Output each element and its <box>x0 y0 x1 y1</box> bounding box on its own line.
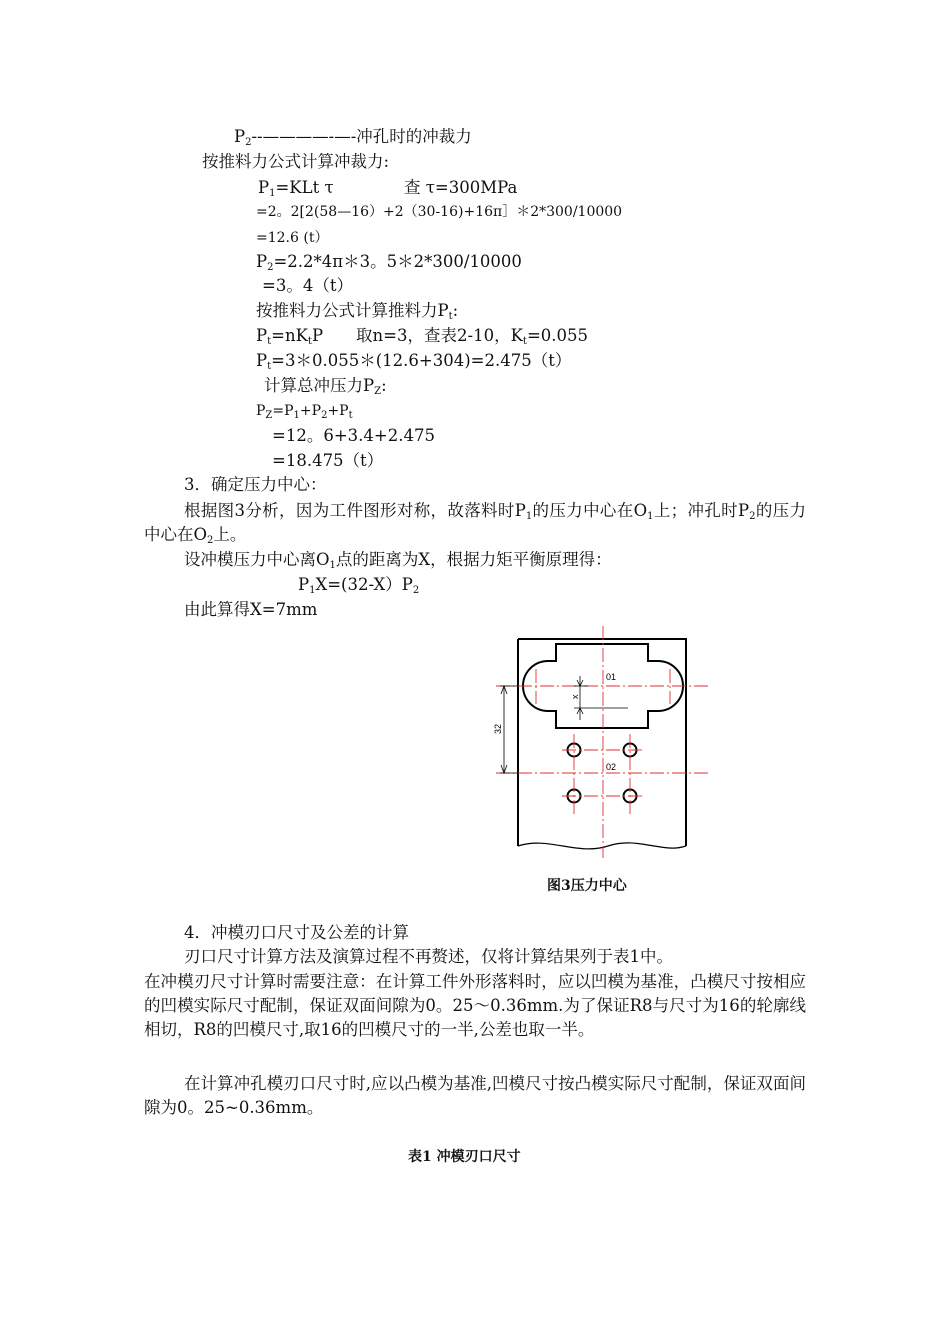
pt-formula: $P_t=nK_tP$ 取n=3，查表2-10，$K_t=0.055$ <box>256 326 588 347</box>
pz-result: =18.475（t） <box>272 451 384 470</box>
section-4-notes: 在冲模刃尺寸计算时需要注意：在计算工件外形落料时，应以凹模为基准，凸模尺寸按相应的凹模实际尺寸配制，保证双面间隙为0。25～0.36mm.为了保证R8与尺寸为16的轮廓线相切，R8的凹模尺寸,取16的凹模尺寸的一半,公差也取一半。 <box>144 972 806 1039</box>
section-4-heading: 4．冲模刃口尺寸及公差的计算 <box>184 923 409 942</box>
p1-calculation: =2。2[2(58—16）+2（30-16)+16π］＊2*300/10000 <box>256 204 623 220</box>
p2-result: =3。4（t） <box>262 276 353 295</box>
o2-label: 02 <box>606 762 617 772</box>
section-3-paragraph: 根据图3分析，因为工件图形对称，故落料时$P_1$的压力中心在$O_1$上；冲孔时$P_2$的压力中心在$O_2$上。 <box>144 501 806 546</box>
table-1-caption: 表1 冲模刃口尺寸 <box>408 1149 521 1165</box>
p1-lookup: 查 τ=300MPa <box>404 178 518 197</box>
section-4-intro: 刃口尺寸计算方法及演算过程不再赘述，仅将计算结果列于表1中。 <box>184 947 673 966</box>
push-force-title: 按推料力公式计算推料力$P_t$: <box>256 301 459 322</box>
pz-calculation: =12。6+3.4+2.475 <box>272 426 435 445</box>
x-result: 由此算得X=7mm <box>184 600 318 619</box>
figure-3-caption: 图3压力中心 <box>547 878 627 894</box>
p2-formula: $P_2=2.2*4\pi*3$。5＊2*300/10000 <box>256 252 522 273</box>
o1-label: 01 <box>606 672 617 682</box>
section-4-punching: 在计算冲孔模刃口尺寸时,应以凸模为基准,凹模尺寸按凸模实际尺寸配制，保证双面间隙为0。25~0.36mm。 <box>144 1074 806 1117</box>
total-force-title: 计算总冲压力$P_Z$: <box>264 376 387 397</box>
punch-force-title: 按推料力公式计算冲裁力: <box>202 152 390 171</box>
section-3-heading: 3．确定压力中心： <box>184 475 327 494</box>
x-dimension-label: x <box>570 694 580 699</box>
dimension-32-label: 32 <box>493 723 503 734</box>
p2-definition-line: $P_2--————-—-$冲孔时的冲裁力 <box>234 127 472 148</box>
moment-equation: $P_1X=(32-X)P_2$ <box>298 575 420 596</box>
pz-formula: $P_Z=P_1+P_2+P_t$ <box>256 403 353 421</box>
pressure-center-figure <box>488 624 718 868</box>
p1-formula: $P_1=KLt$ τ <box>258 178 334 199</box>
moment-setup: 设冲模压力中心离$O_1$点的距离为X，根据力矩平衡原理得： <box>184 550 612 571</box>
pt-calculation: $P_t=3*0.055*(12.6+304)=2.475(t)$ <box>256 351 572 372</box>
p1-result: =12.6 (t） <box>256 230 329 246</box>
